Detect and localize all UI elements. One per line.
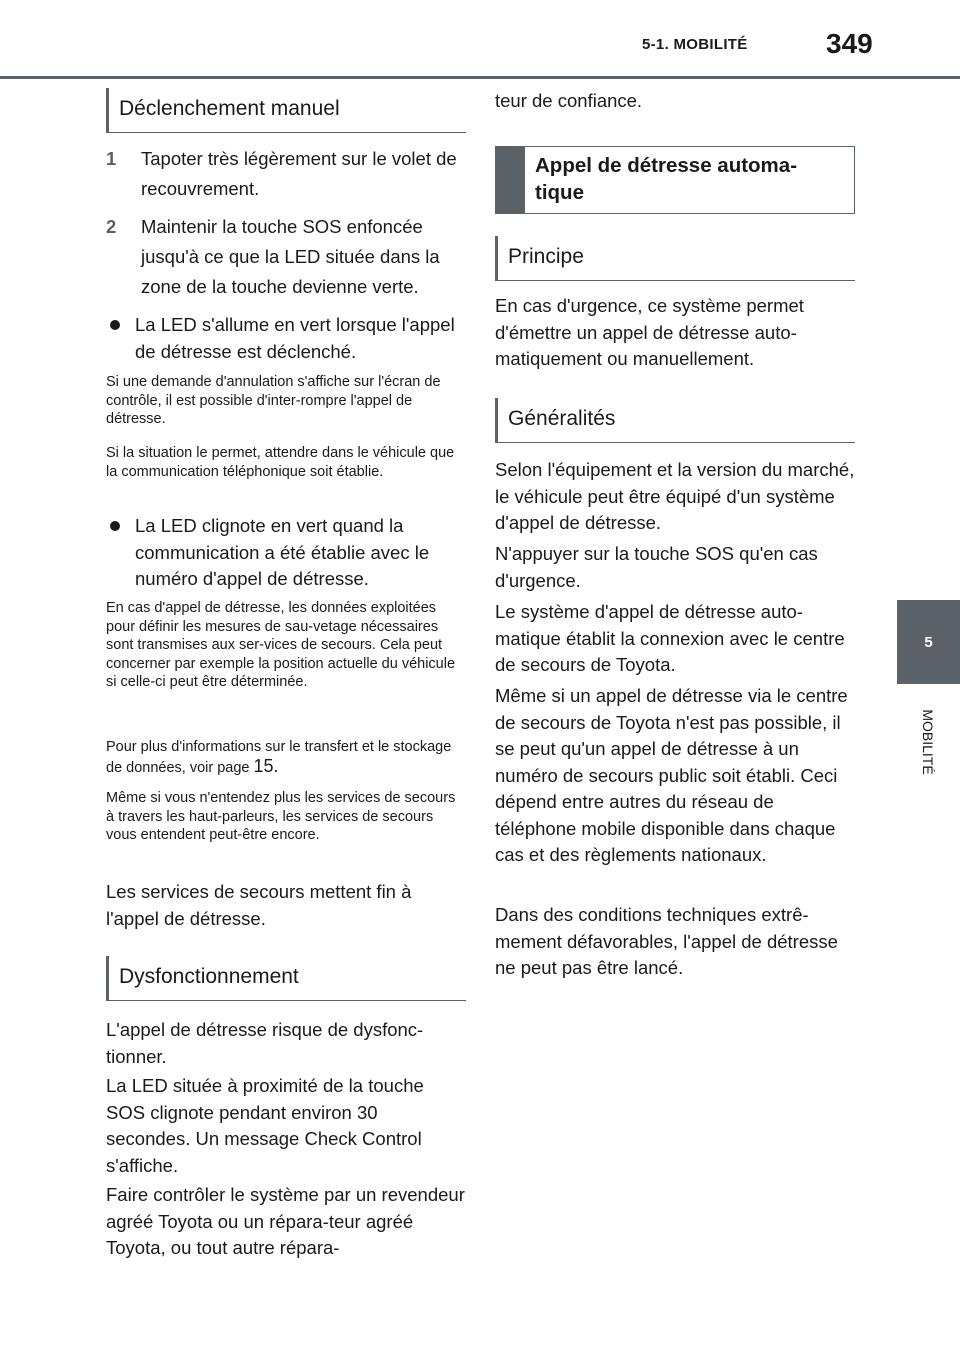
step-number: 2 [106,216,117,237]
bullet-dot [110,320,120,330]
note-speakers: Même si vous n'entendez plus les services de secours à travers les haut-parleurs, les services de secours vous entendent peut-être encore. [106,790,456,844]
paragraph-conditions: Dans des conditions techniques extrê-mement défavorables, l'appel de détresse ne peut pas être lancé. [495,904,838,978]
paragraph-equipment: Selon l'équipement et la version du marché, le véhicule peut être équipé d'un système d'appel de détresse. [495,459,855,533]
heading-general: Généralités [495,398,855,443]
chapter-number: 5 [924,633,933,651]
paragraph-public-number: Même si un appel de détresse via le centre de secours de Toyota n'est pas possible, il se peut qu'un appel de détresse à un numéro de secours public soit établi. Ceci dépend entre autres du réseau de téléphone mobile disponible dans chaque cas et des règlements nationaux. [495,685,848,865]
bullet-led-blinking [106,513,466,593]
step-2 [106,212,466,302]
step-list [106,144,466,302]
page-number: 349 [826,28,873,59]
note-wait: Si la situation le permet, attendre dans le véhicule que la communication téléphonique soit établie. [106,445,455,480]
heading-principle: Principe [495,236,855,281]
paragraph-continued: teur de confiance. [495,90,643,111]
step-1 [106,144,466,204]
chapter-label: MOBILITÉ [920,709,936,775]
paragraph-connection: Le système d'appel de détresse auto-matique établit la connexion avec le centre de secours de Toyota. [495,601,845,675]
bullet-led-green [106,312,466,365]
paragraph-call-end: Les services de secours mettent fin à l'appel de détresse. [106,881,412,929]
paragraph-check-system: Faire contrôler le système par un revendeur agréé Toyota ou un répara-teur agréé Toyota, ou tout autre répara- [106,1184,465,1258]
section-title: 5-1. MOBILITÉ [642,36,748,53]
note-text: Pour plus d'informations sur le transfert et le stockage de données, voir page [106,739,452,776]
page-reference[interactable]: 15. [253,755,279,776]
chapter-tab [897,600,960,684]
heading-bar [496,147,525,213]
bullet-dot [110,521,120,531]
note-data-storage [106,738,466,777]
note-cancel: Si une demande d'annulation s'affiche sur l'écran de contrôle, il est possible d'inter-rompre l'appel de détresse. [106,374,441,428]
step-text: Tapoter très légèrement sur le volet de recouvrement. [141,148,457,199]
paragraph-principle: En cas d'urgence, ce système permet d'émettre un appel de détresse auto-matiquement ou manuellement. [495,295,804,369]
heading-text: Appel de détresse automa-tique [535,154,798,204]
note-data-transfer: En cas d'appel de détresse, les données exploitées pour définir les mesures de sau-vetage nécessaires sont transmises aux ser-vices de secours. Cela peut concerner par exemple la position actuelle du véhicule si celle-ci peut être déterminée. [106,600,456,691]
paragraph-malfunction: L'appel de détresse risque de dysfonc-tionner. [106,1019,424,1067]
section-heading-auto-call [495,146,855,214]
step-number: 1 [106,148,117,169]
header-divider [0,76,960,79]
heading-malfunction: Dysfonctionnement [106,956,466,1001]
heading-manual-trigger: Déclenchement manuel [106,88,466,133]
bullet-text: La LED clignote en vert quand la communication a été établie avec le numéro d'appel de détresse. [135,515,430,589]
step-text: Maintenir la touche SOS enfoncée jusqu'à ce que la LED située dans la zone de la touche devienne verte. [141,216,440,297]
paragraph-sos-only: N'appuyer sur la touche SOS qu'en cas d'urgence. [495,543,818,591]
paragraph-led-blink: La LED située à proximité de la touche SOS clignote pendant environ 30 secondes. Un message Check Control s'affiche. [106,1075,424,1176]
bullet-text: La LED s'allume en vert lorsque l'appel de détresse est déclenché. [135,314,455,362]
